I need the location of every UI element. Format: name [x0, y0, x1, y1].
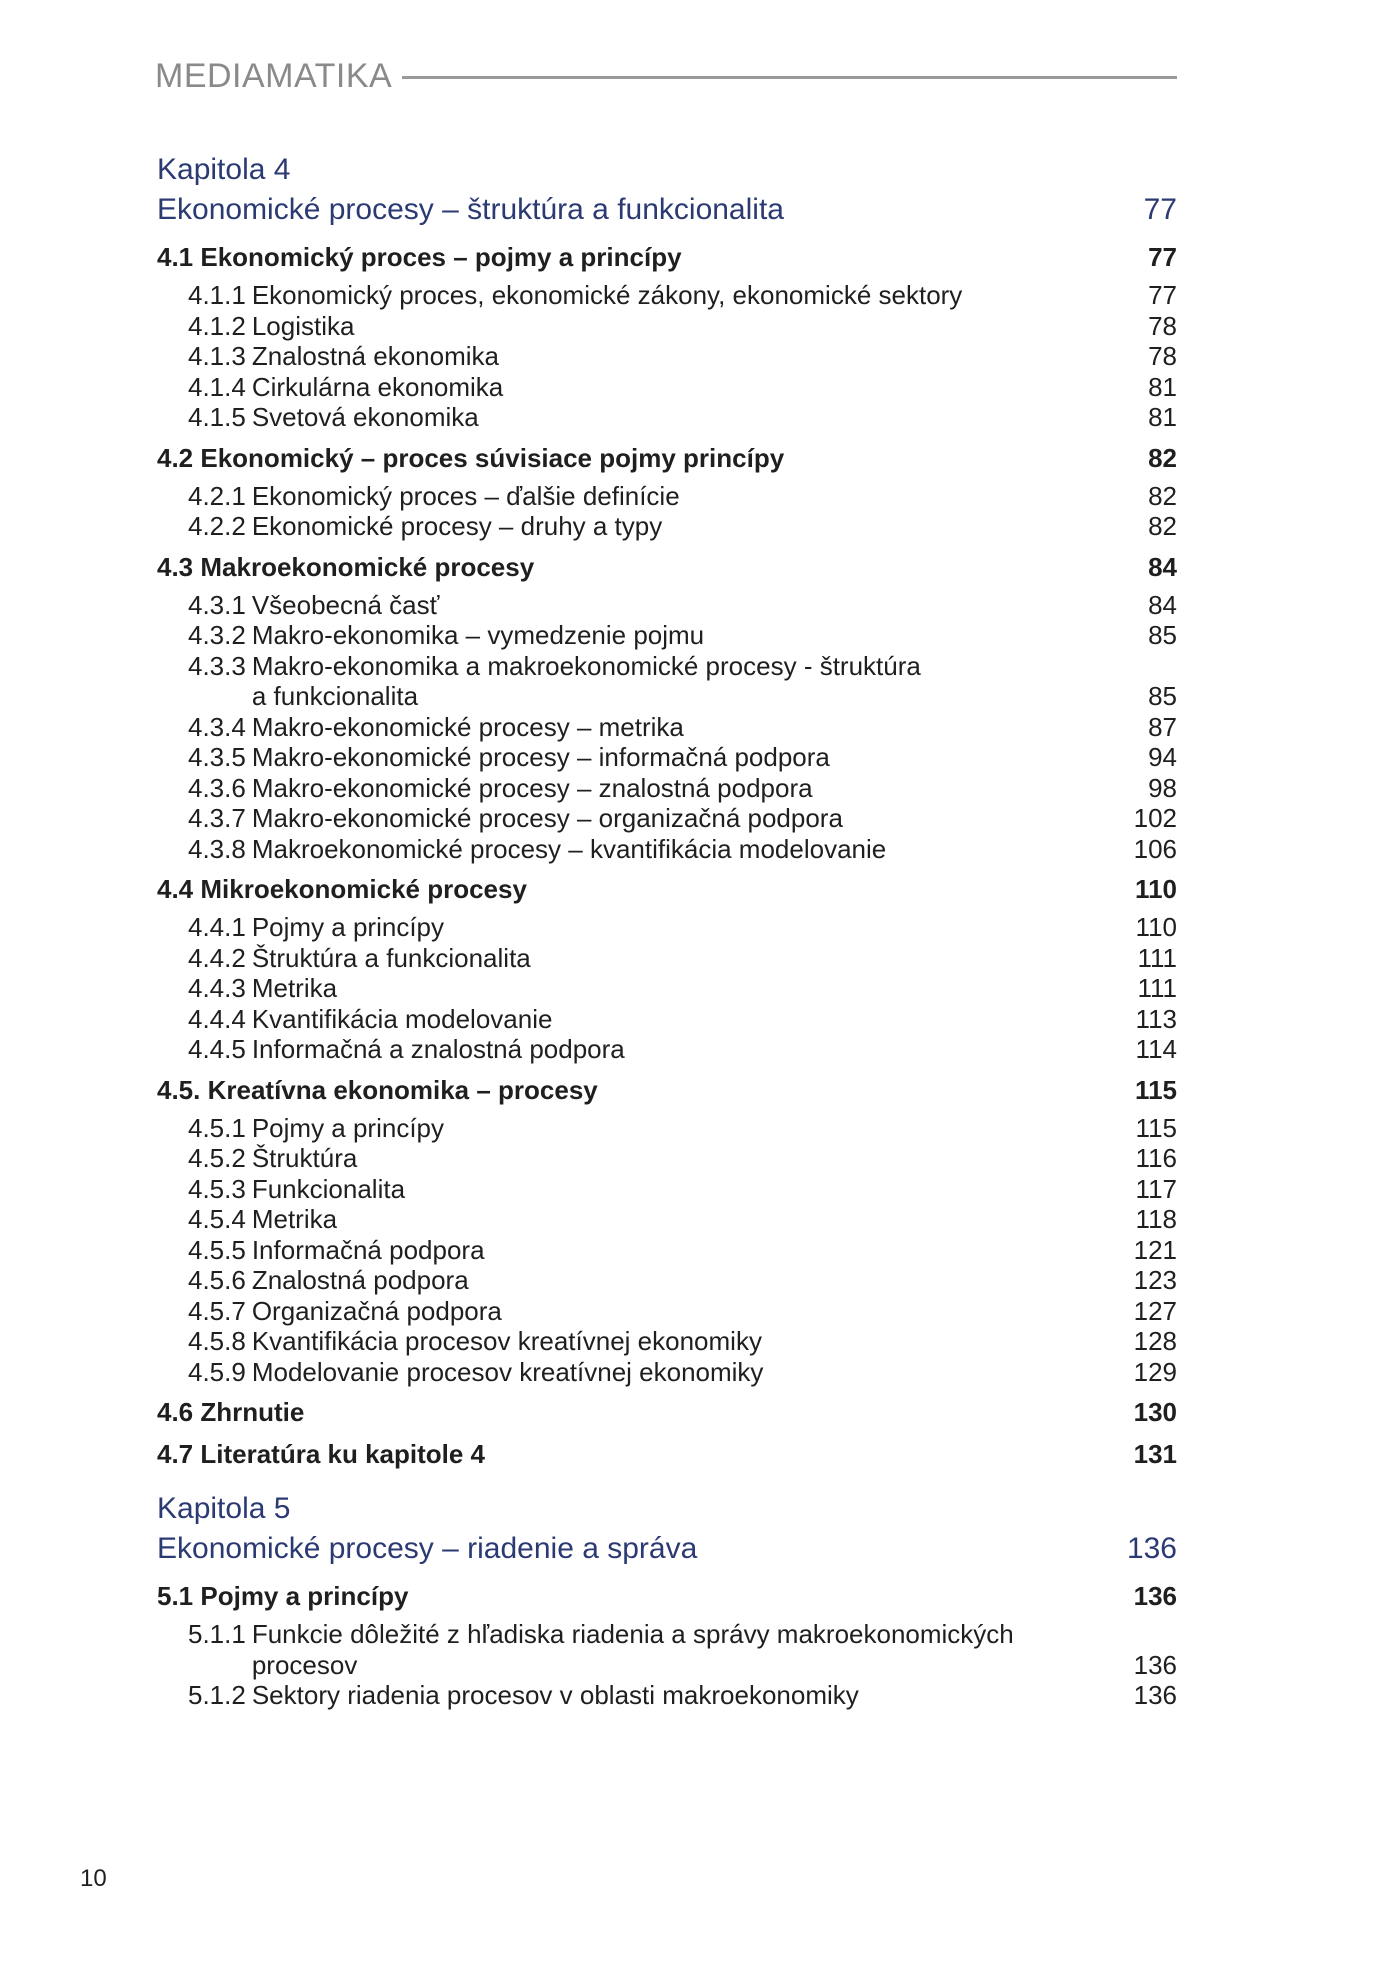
toc-subsection-entry[interactable]	[157, 742, 1177, 773]
subsection-title-line: Svetová ekonomika	[251, 402, 479, 432]
subsection-label	[188, 773, 813, 804]
subsection-title	[252, 372, 503, 403]
section-title: 5.1 Pojmy a princípy	[157, 1581, 409, 1611]
subsection-label	[188, 1174, 405, 1205]
subsection-number: 4.4.1	[188, 912, 246, 942]
subsection-title	[252, 1680, 859, 1711]
subsection-title	[252, 280, 962, 311]
subsection-title	[252, 973, 337, 1004]
subsection-number: 4.2.2	[188, 511, 246, 541]
toc-subsection-entry[interactable]	[157, 341, 1177, 372]
toc-subsection-entry[interactable]	[157, 973, 1177, 1004]
toc-subsection-entry[interactable]	[157, 481, 1177, 512]
subsection-title-line: Ekonomický proces – ďalšie definície	[251, 480, 680, 511]
subsection-label	[188, 943, 531, 974]
subsection-number: 4.5.1	[188, 1112, 246, 1143]
subsection-page-number: 115	[1135, 1112, 1177, 1143]
subsection-title	[252, 1143, 358, 1174]
subsection-title-line: Štruktúra a funkcionalita	[251, 942, 531, 973]
toc-section-entry[interactable]	[157, 1073, 1177, 1107]
subsection-page-number: 106	[1133, 833, 1177, 864]
subsection-label	[188, 1680, 859, 1711]
chapter-title: Ekonomické procesy – štruktúra a funkcionalita	[157, 193, 784, 226]
subsection-number: 4.5.2	[188, 1143, 246, 1173]
subsection-number: 4.4.2	[188, 942, 246, 973]
toc-subsection-entry[interactable]	[157, 1326, 1177, 1357]
subsection-label	[188, 712, 684, 743]
subsection-number: 4.3.6	[188, 772, 246, 803]
section-page-number: 115	[1135, 1074, 1177, 1105]
subsection-title-line: Kvantifikácia procesov kreatívnej ekonomiky	[251, 1326, 762, 1356]
subsection-title	[252, 1174, 405, 1205]
section-page-number: 136	[1133, 1581, 1177, 1611]
subsection-label	[188, 511, 662, 542]
subsection-label	[188, 620, 704, 651]
chapter-title-row[interactable]	[157, 1529, 1177, 1569]
subsection-number: 4.4.5	[188, 1034, 246, 1064]
subsection-label	[188, 1004, 552, 1035]
subsection-page-number: 114	[1135, 1034, 1177, 1064]
subsection-number: 4.5.7	[188, 1295, 246, 1326]
section-title: 4.7 Literatúra ku kapitole 4	[157, 1439, 486, 1469]
toc-subsection-entry[interactable]	[157, 1357, 1177, 1388]
subsection-list	[157, 280, 1177, 433]
subsection-number: 4.3.7	[188, 803, 246, 833]
subsection-label	[188, 280, 962, 311]
subsection-number: 4.3.5	[188, 742, 246, 772]
subsection-number: 4.5.3	[188, 1173, 246, 1204]
subsection-label	[188, 803, 843, 834]
subsection-label	[188, 1296, 502, 1327]
subsection-number: 4.5.4	[188, 1204, 246, 1234]
subsection-title-line: Sektory riadenia procesov v oblasti makroekonomiky	[251, 1680, 859, 1710]
subsection-title	[252, 912, 444, 943]
subsection-label	[188, 1265, 469, 1296]
subsection-title	[252, 1204, 337, 1235]
subsection-title-line: Metrika	[251, 1204, 338, 1234]
table-of-contents	[157, 150, 1177, 1713]
subsection-label	[188, 1204, 337, 1235]
toc-subsection-entry[interactable]	[157, 943, 1177, 974]
section-page-number: 110	[1135, 874, 1177, 904]
subsection-label	[188, 372, 503, 403]
section-page-number: 82	[1148, 442, 1177, 473]
subsection-title-line: Informačná podpora	[251, 1234, 485, 1265]
subsection-title-line: Cirkulárna ekonomika	[251, 371, 504, 402]
subsection-page-number: 78	[1148, 341, 1177, 371]
toc-subsection-entry[interactable]	[157, 1143, 1177, 1174]
subsection-number: 4.5.5	[188, 1234, 246, 1265]
section-page-number: 77	[1148, 242, 1177, 272]
subsection-page-number: 82	[1148, 480, 1177, 511]
subsection-page-number: 87	[1148, 711, 1177, 742]
toc-subsection-entry[interactable]	[157, 1235, 1177, 1266]
subsection-title-line: Logistika	[251, 310, 355, 341]
chapter-title: Ekonomické procesy – riadenie a správa	[157, 1532, 698, 1565]
subsection-title	[252, 1326, 762, 1357]
chapter-title-row[interactable]	[157, 190, 1177, 230]
subsection-title-line: Makro-ekonomické procesy – informačná podpora	[251, 742, 830, 772]
subsection-page-number: 116	[1135, 1143, 1177, 1173]
toc-subsection-entry[interactable]	[157, 280, 1177, 311]
subsection-title	[252, 620, 704, 651]
subsection-number: 4.3.3	[188, 650, 246, 681]
chapter-label: Kapitola 5	[157, 1492, 291, 1525]
subsection-number: 4.1.3	[188, 341, 246, 371]
subsection-title	[252, 481, 680, 512]
subsection-number: 4.3.4	[188, 711, 246, 742]
subsection-title-line: Funkcie dôležité z hľadiska riadenia a správy makroekonomických	[251, 1619, 1014, 1649]
subsection-page-number: 136	[1133, 1649, 1177, 1680]
chapter-page-number: 77	[1143, 193, 1177, 226]
subsection-page-number: 117	[1135, 1173, 1177, 1204]
subsection-title	[252, 311, 355, 342]
subsection-label	[188, 1113, 444, 1144]
subsection-number: 4.2.1	[188, 480, 246, 511]
chapter-block	[157, 1489, 1177, 1711]
toc-subsection-entry[interactable]	[157, 1034, 1177, 1065]
subsection-number: 4.5.8	[188, 1326, 246, 1356]
chapter-block	[157, 150, 1177, 1471]
subsection-page-number: 94	[1148, 742, 1177, 772]
subsection-title	[252, 1619, 1014, 1680]
subsection-number: 4.5.9	[188, 1356, 246, 1387]
toc-subsection-entry[interactable]	[157, 912, 1177, 943]
subsection-title	[252, 712, 684, 743]
toc-section-entry[interactable]	[157, 441, 1177, 475]
subsection-title-line: Informačná a znalostná podpora	[251, 1034, 625, 1064]
section-page-number: 131	[1133, 1439, 1177, 1469]
header-rule	[402, 76, 1177, 79]
subsection-title-line: Ekonomický proces, ekonomické zákony, ekonomické sektory	[251, 280, 963, 310]
subsection-title	[252, 1265, 469, 1296]
subsection-label	[188, 973, 337, 1004]
subsection-number: 5.1.1	[188, 1619, 246, 1649]
subsection-label	[188, 481, 680, 512]
subsection-page-number: 85	[1148, 620, 1177, 650]
subsection-title-line: Znalostná podpora	[251, 1265, 469, 1295]
toc-subsection-entry[interactable]	[157, 590, 1177, 621]
subsection-title	[252, 1296, 502, 1327]
toc-section-entry[interactable]	[157, 1579, 1177, 1613]
running-header	[155, 52, 1177, 100]
running-header-title: MEDIAMATIKA	[155, 56, 393, 95]
subsection-title-line: Ekonomické procesy – druhy a typy	[251, 511, 663, 541]
subsection-page-number: 136	[1133, 1680, 1177, 1710]
subsection-page-number: 84	[1148, 589, 1177, 620]
subsection-title-line: Makro-ekonomika – vymedzenie pojmu	[251, 620, 705, 650]
subsection-title	[252, 773, 813, 804]
subsection-number: 5.1.2	[188, 1680, 246, 1710]
toc-subsection-entry[interactable]	[157, 834, 1177, 865]
toc-subsection-entry[interactable]	[157, 773, 1177, 804]
subsection-label	[188, 1235, 485, 1266]
subsection-number: 4.5.6	[188, 1265, 246, 1295]
subsection-page-number: 123	[1133, 1265, 1177, 1295]
page-number: 10	[80, 1865, 107, 1892]
section-title: 4.1 Ekonomický proces – pojmy a princípy	[157, 242, 682, 272]
chapter-page-number: 136	[1126, 1532, 1177, 1565]
subsection-title-line: Makro-ekonomika a makroekonomické procesy - štruktúra	[251, 650, 921, 681]
subsection-page-number: 129	[1133, 1356, 1177, 1387]
subsection-number: 4.3.2	[188, 620, 246, 650]
subsection-title-line: Modelovanie procesov kreatívnej ekonomiky	[251, 1356, 764, 1387]
subsection-title-line: Makro-ekonomické procesy – znalostná podpora	[251, 772, 813, 803]
section-title: 4.6 Zhrnutie	[157, 1397, 305, 1427]
subsection-title	[252, 943, 531, 974]
subsection-page-number: 78	[1148, 310, 1177, 341]
subsection-page-number: 121	[1133, 1234, 1177, 1265]
subsection-label	[188, 590, 439, 621]
subsection-title-line: Pojmy a princípy	[251, 912, 445, 942]
subsection-number: 4.3.8	[188, 833, 246, 864]
subsection-page-number: 102	[1133, 803, 1177, 833]
subsection-number: 4.1.1	[188, 280, 246, 310]
subsection-title-line: Všeobecná časť	[251, 589, 440, 620]
subsection-title	[252, 803, 843, 834]
subsection-title	[252, 341, 499, 372]
toc-subsection-entry[interactable]	[157, 511, 1177, 542]
subsection-label	[188, 912, 444, 943]
subsection-page-number: 118	[1135, 1204, 1177, 1234]
section-title: 4.5. Kreatívna ekonomika – procesy	[157, 1074, 598, 1105]
subsection-list	[157, 481, 1177, 542]
subsection-page-number: 111	[1137, 942, 1177, 973]
subsection-list	[157, 1619, 1177, 1711]
subsection-page-number: 98	[1148, 772, 1177, 803]
subsection-title	[252, 511, 662, 542]
subsection-title-line: Štruktúra	[251, 1143, 358, 1173]
subsection-title	[252, 402, 479, 433]
toc-section-entry[interactable]	[157, 872, 1177, 906]
subsection-label	[188, 1326, 762, 1357]
toc-subsection-entry[interactable]	[157, 803, 1177, 834]
section-page-number: 130	[1133, 1397, 1177, 1427]
subsection-title	[252, 1235, 485, 1266]
subsection-title-line: a funkcionalita	[251, 681, 419, 711]
subsection-page-number: 81	[1148, 402, 1177, 432]
chapter-label: Kapitola 4	[157, 153, 291, 186]
subsection-label	[188, 651, 921, 712]
subsection-list	[157, 590, 1177, 865]
toc-subsection-entry[interactable]	[157, 372, 1177, 403]
subsection-title	[252, 1004, 553, 1035]
toc-subsection-entry[interactable]	[157, 311, 1177, 342]
subsection-label	[188, 1357, 763, 1388]
subsection-title	[252, 1034, 625, 1065]
toc-section-entry[interactable]	[157, 550, 1177, 584]
toc-subsection-entry[interactable]	[157, 1265, 1177, 1296]
subsection-number: 4.4.4	[188, 1003, 246, 1034]
subsection-title-line: Makro-ekonomické procesy – organizačná podpora	[251, 803, 843, 833]
toc-subsection-entry[interactable]	[157, 620, 1177, 651]
subsection-page-number: 113	[1135, 1003, 1177, 1034]
section-page-number: 84	[1148, 551, 1177, 582]
subsection-title	[252, 651, 921, 712]
subsection-title	[252, 1113, 444, 1144]
subsection-page-number: 127	[1133, 1295, 1177, 1326]
toc-section-entry[interactable]	[157, 1437, 1177, 1471]
subsection-title	[252, 1357, 764, 1388]
subsection-title-line: Znalostná ekonomika	[251, 341, 499, 371]
subsection-label	[188, 1619, 1014, 1680]
subsection-label	[188, 834, 886, 865]
subsection-page-number: 128	[1133, 1326, 1177, 1356]
toc-subsection-entry[interactable]	[157, 1004, 1177, 1035]
subsection-page-number: 111	[1137, 973, 1177, 1003]
subsection-list	[157, 912, 1177, 1065]
subsection-number: 4.1.5	[188, 402, 246, 432]
subsection-page-number: 81	[1148, 371, 1177, 402]
subsection-page-number: 110	[1135, 912, 1177, 942]
subsection-label	[188, 311, 354, 342]
subsection-label	[188, 742, 830, 773]
subsection-title-line: Makro-ekonomické procesy – metrika	[251, 711, 684, 742]
subsection-page-number: 82	[1148, 511, 1177, 541]
toc-subsection-entry[interactable]	[157, 402, 1177, 433]
subsection-label	[188, 402, 479, 433]
subsection-number: 4.3.1	[188, 589, 246, 620]
subsection-title-line: procesov	[251, 1649, 358, 1680]
subsection-number: 4.1.4	[188, 371, 246, 402]
toc-subsection-entry[interactable]	[157, 1619, 1177, 1680]
subsection-page-number: 85	[1148, 681, 1177, 711]
toc-subsection-entry[interactable]	[157, 1296, 1177, 1327]
section-title: 4.2 Ekonomický – proces súvisiace pojmy princípy	[157, 442, 785, 473]
toc-subsection-entry[interactable]	[157, 1113, 1177, 1144]
subsection-label	[188, 1034, 625, 1065]
subsection-label	[188, 1143, 357, 1174]
toc-subsection-entry[interactable]	[157, 712, 1177, 743]
subsection-number: 4.1.2	[188, 310, 246, 341]
subsection-title	[252, 742, 830, 773]
subsection-title	[252, 590, 440, 621]
subsection-number: 4.4.3	[188, 973, 246, 1003]
subsection-page-number: 77	[1148, 280, 1177, 310]
subsection-title-line: Metrika	[251, 973, 338, 1003]
toc-section-entry[interactable]	[157, 240, 1177, 274]
toc-subsection-entry[interactable]	[157, 1174, 1177, 1205]
subsection-title-line: Pojmy a princípy	[251, 1112, 445, 1143]
toc-subsection-entry[interactable]	[157, 1680, 1177, 1711]
toc-subsection-entry[interactable]	[157, 1204, 1177, 1235]
section-title: 4.4 Mikroekonomické procesy	[157, 874, 527, 904]
subsection-title	[252, 834, 886, 865]
subsection-list	[157, 1113, 1177, 1388]
toc-subsection-entry[interactable]	[157, 651, 1177, 712]
subsection-title-line: Makroekonomické procesy – kvantifikácia modelovanie	[251, 833, 887, 864]
toc-section-entry[interactable]	[157, 1395, 1177, 1429]
subsection-title-line: Funkcionalita	[251, 1173, 406, 1204]
subsection-title-line: Kvantifikácia modelovanie	[251, 1003, 553, 1034]
subsection-title-line: Organizačná podpora	[251, 1295, 502, 1326]
section-title: 4.3 Makroekonomické procesy	[157, 551, 535, 582]
subsection-label	[188, 341, 499, 372]
